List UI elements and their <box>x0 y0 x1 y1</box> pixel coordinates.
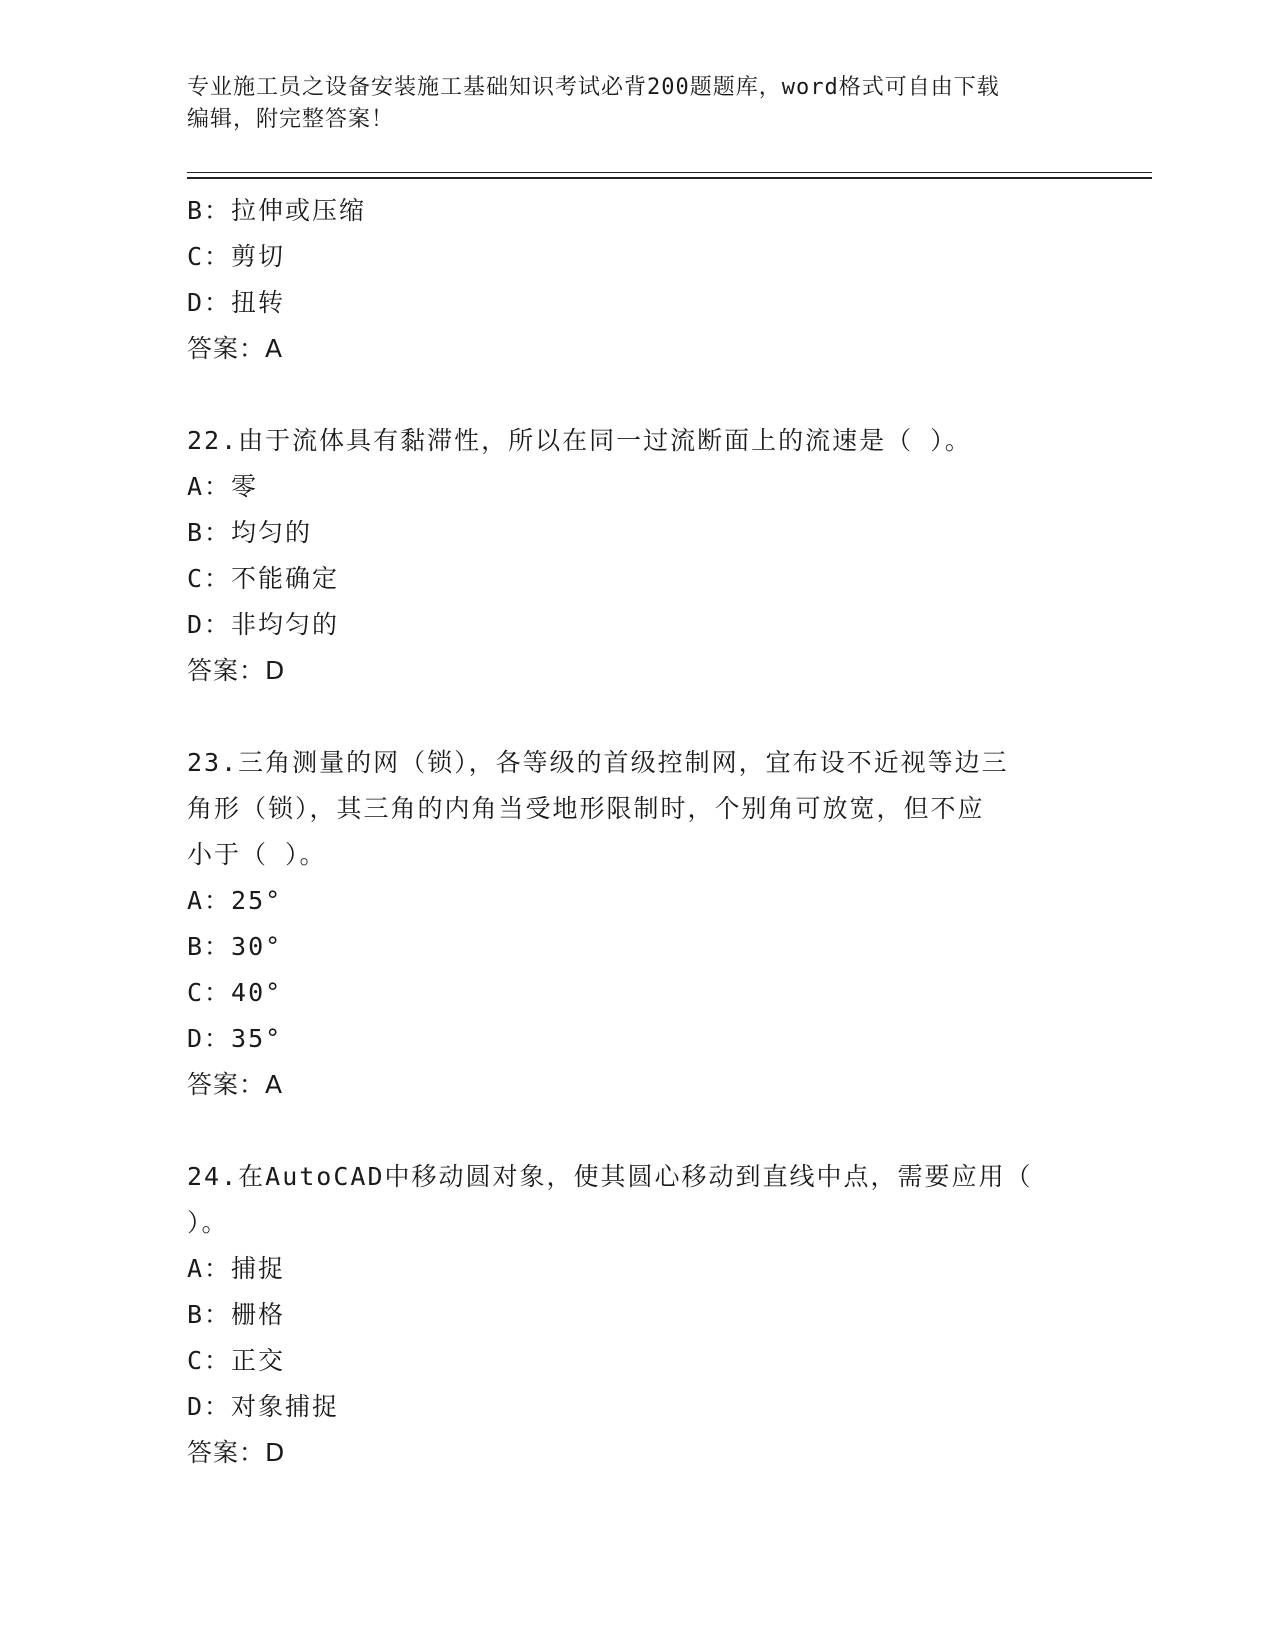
option-d: D：35° <box>187 1024 283 1053</box>
document-header <box>187 72 1067 136</box>
question-24 <box>187 1154 1087 1476</box>
question-stem: 22.由于流体具有黏滞性，所以在同一过流断面上的流速是（ ）。 <box>187 426 972 455</box>
option-a: A：零 <box>187 472 259 501</box>
question-stem-line-1: 23.三角测量的网（锁），各等级的首级控制网，宜布设不近视等边三 <box>187 748 1009 777</box>
option-c: C：40° <box>187 978 283 1007</box>
option-b: B：栅格 <box>187 1300 286 1329</box>
option-d: D：非均匀的 <box>187 610 340 639</box>
spacer <box>187 694 1087 740</box>
header-rule-top <box>187 172 1152 173</box>
header-line-1: 专业施工员之设备安装施工基础知识考试必背200题题库，word格式可自由下载 <box>187 75 1000 100</box>
answer: 答案：D <box>187 656 286 685</box>
option-b: B：30° <box>187 932 283 961</box>
question-stem-line-2: 角形（锁），其三角的内角当受地形限制时，个别角可放宽，但不应 <box>187 794 985 823</box>
option-d: D：扭转 <box>187 288 286 317</box>
header-line-2: 编辑，附完整答案！ <box>187 107 395 132</box>
spacer <box>187 372 1087 418</box>
question-21-continued <box>187 188 1087 372</box>
option-c: C：不能确定 <box>187 564 340 593</box>
question-stem-line-3: 小于（ ）。 <box>187 840 327 869</box>
header-rule-bottom <box>187 177 1152 179</box>
option-a: A：25° <box>187 886 283 915</box>
spacer <box>187 1108 1087 1154</box>
answer: 答案：A <box>187 334 284 363</box>
option-b: B：均匀的 <box>187 518 313 547</box>
question-23 <box>187 740 1087 1108</box>
answer: 答案：A <box>187 1070 284 1099</box>
option-c: C：正交 <box>187 1346 286 1375</box>
option-b: B：拉伸或压缩 <box>187 196 367 225</box>
question-stem-line-1: 24.在AutoCAD中移动圆对象，使其圆心移动到直线中点，需要应用（ <box>187 1162 1033 1191</box>
question-stem-line-2: ）。 <box>187 1208 229 1237</box>
option-a: A：捕捉 <box>187 1254 286 1283</box>
option-d: D：对象捕捉 <box>187 1392 340 1421</box>
option-c: C：剪切 <box>187 242 286 271</box>
answer: 答案：D <box>187 1438 286 1467</box>
question-list <box>187 188 1087 1476</box>
question-22 <box>187 418 1087 694</box>
